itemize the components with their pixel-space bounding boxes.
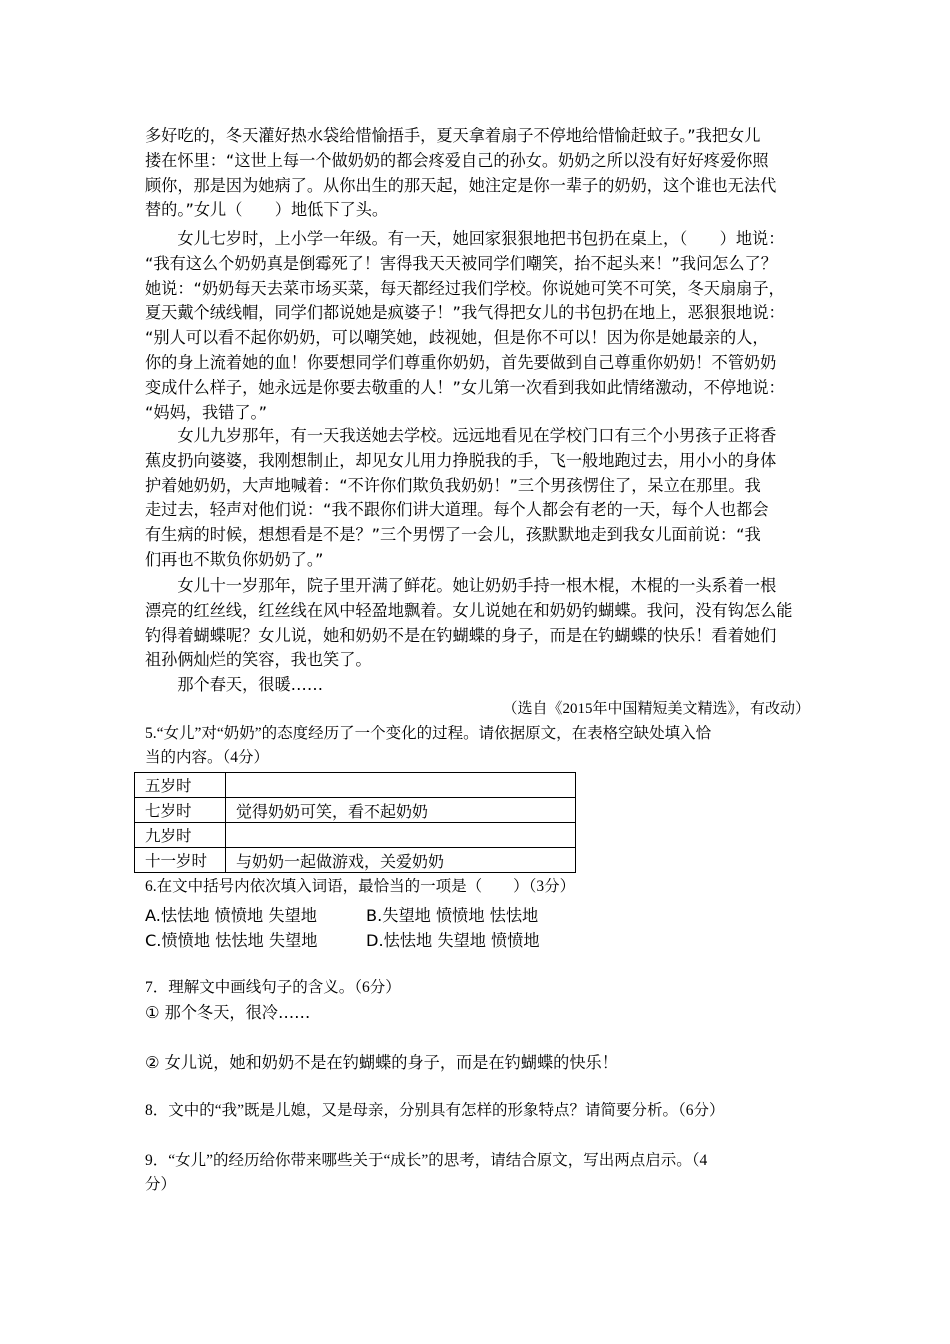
table-row bbox=[135, 798, 576, 823]
text-line: 那个春天，很暖…… bbox=[145, 675, 324, 694]
text-line: 替的。”女儿（ ）地低下了头。 bbox=[145, 200, 389, 220]
text-line: 女儿九岁那年，有一天我送她去学校。远远地看见在学校门口有三个小男孩子正将香 bbox=[145, 426, 777, 445]
question-text-line: 分） bbox=[145, 1176, 177, 1193]
question-9 bbox=[145, 1149, 707, 1197]
text-line: 搂在怀里：“这世上每一个做奶奶的都会疼爱自己的孙女。奶奶之所以没有好好疼爱你照 bbox=[145, 150, 769, 170]
question-7-item-2: ② 女儿说，她和奶奶不是在钓蝴蝶的身子，而是在钓蝴蝶的快乐！ bbox=[145, 1053, 618, 1072]
option-b[interactable]: B.失望地 愤愤地 怯怯地 bbox=[366, 906, 539, 925]
text-line: 走过去，轻声对他们说：“我不跟你们讲大道理。每个人都会有老的一天，每个人也都会 bbox=[145, 500, 769, 520]
age-cell: 五岁时 bbox=[135, 773, 226, 798]
story-paragraph-0 bbox=[145, 124, 813, 223]
text-line: 变成什么样子，她永远是你要去敬重的人！”女儿第一次看到我如此情绪激动，不停地说： bbox=[145, 377, 785, 397]
answer-cell[interactable] bbox=[226, 823, 576, 848]
source-citation: （选自《2015年中国精短美文精选》，有改动） bbox=[502, 701, 810, 717]
text-line: 女儿七岁时，上小学一年级。有一天，她回家狠狠地把书包扔在桌上，（ ）地说： bbox=[145, 229, 785, 248]
question-8: 8．文中的“我”既是儿媳，又是母亲，分别具有怎样的形象特点？请简要分析。（6分） bbox=[145, 1102, 725, 1119]
age-cell: 七岁时 bbox=[135, 798, 226, 823]
text-line: “妈妈，我错了。” bbox=[145, 402, 267, 422]
question-7-item-1: ① 那个冬天，很冷…… bbox=[145, 1003, 311, 1022]
answer-cell: 与奶奶一起做游戏，关爱奶奶 bbox=[226, 848, 576, 873]
text-line: 夏天戴个绒线帽，同学们都说她是疯婆子！”我气得把女儿的书包扔在地上，恶狠狠地说： bbox=[145, 303, 785, 323]
table-row bbox=[135, 848, 576, 873]
story-paragraph-4 bbox=[145, 673, 813, 698]
text-line: “我有这么个奶奶真是倒霉死了！害得我天天被同学们嘲笑，抬不起头来！”我问怎么了？ bbox=[145, 253, 777, 273]
text-line: 你的身上流着她的血！你要想同学们尊重你奶奶，首先要做到自己尊重你奶奶！不管奶奶 bbox=[145, 352, 777, 372]
text-line: 多好吃的，冬天灌好热水袋给惜愉捂手，夏天拿着扇子不停地给惜愉赶蚊子。”我把女儿 bbox=[145, 126, 761, 145]
text-line: 女儿十一岁那年，院子里开满了鲜花。她让奶奶手持一根木棍，木棍的一头系着一根 bbox=[145, 576, 777, 595]
table-row bbox=[135, 773, 576, 798]
text-line: 她说：“奶奶每天去菜市场买菜，每天都经过我们学校。你说她可笑不可笑，冬天扇扇子， bbox=[145, 278, 785, 298]
age-cell: 九岁时 bbox=[135, 823, 226, 848]
question-7: 7．理解文中画线句子的含义。（6分） bbox=[145, 979, 401, 996]
attitude-table bbox=[134, 772, 576, 873]
answer-cell: 觉得奶奶可笑，看不起奶奶 bbox=[226, 798, 576, 823]
text-line: 顾你，那是因为她病了。从你出生的那天起，她注定是你一辈子的奶奶，这个谁也无法代 bbox=[145, 175, 777, 195]
option-c[interactable]: C.愤愤地 怯怯地 失望地 bbox=[145, 931, 318, 950]
answer-cell[interactable] bbox=[226, 773, 576, 798]
text-line: 护着她奶奶，大声地喊着：“不许你们欺负我奶奶！”三个男孩愣住了，呆立在那里。我 bbox=[145, 475, 761, 495]
option-a[interactable]: A.怯怯地 愤愤地 失望地 bbox=[145, 906, 317, 925]
text-line: 漂亮的红丝线，红丝线在风中轻盈地飘着。女儿说她在和奶奶钓蝴蝶。我问，没有钩怎么能 bbox=[145, 600, 793, 620]
question-text-line: 9．“女儿”的经历给你带来哪些关于“成长”的思考，请结合原文，写出两点启示。（4 bbox=[145, 1152, 708, 1169]
question-5 bbox=[145, 722, 711, 770]
story-paragraph-2 bbox=[145, 424, 813, 573]
text-line: 有生病的时候，想想看是不是？”三个男愣了一会儿，孩默默地走到我女儿面前说：“我 bbox=[145, 525, 761, 545]
question-text-line: 当的内容。（4分） bbox=[145, 749, 270, 766]
text-line: 们再也不欺负你奶奶了。” bbox=[145, 549, 324, 569]
story-paragraph-3 bbox=[145, 574, 813, 673]
text-line: “别人可以看不起你奶奶，可以嘲笑她，歧视她，但是你不可以！因为你是她最亲的人， bbox=[145, 328, 769, 348]
question-text-line: 5.“女儿”对“奶奶”的态度经历了一个变化的过程。请依据原文，在表格空缺处填入恰 bbox=[145, 725, 712, 742]
age-cell: 十一岁时 bbox=[135, 848, 226, 873]
option-d[interactable]: D.怯怯地 失望地 愤愤地 bbox=[366, 931, 540, 950]
text-line: 蕉皮扔向婆婆，我刚想制止，却见女儿用力挣脱我的手，飞一般地跑过去，用小小的身体 bbox=[145, 450, 777, 470]
question-6: 6.在文中括号内依次填入词语，最恰当的一项是（ ）（3分） bbox=[145, 878, 576, 895]
story-paragraph-1 bbox=[145, 227, 813, 425]
table-row bbox=[135, 823, 576, 848]
text-line: 祖孙俩灿烂的笑容，我也笑了。 bbox=[145, 650, 372, 670]
text-line: 钓得着蝴蝶呢？女儿说，她和奶奶不是在钓蝴蝶的身子，而是在钓蝴蝶的快乐！看着她们 bbox=[145, 625, 777, 645]
